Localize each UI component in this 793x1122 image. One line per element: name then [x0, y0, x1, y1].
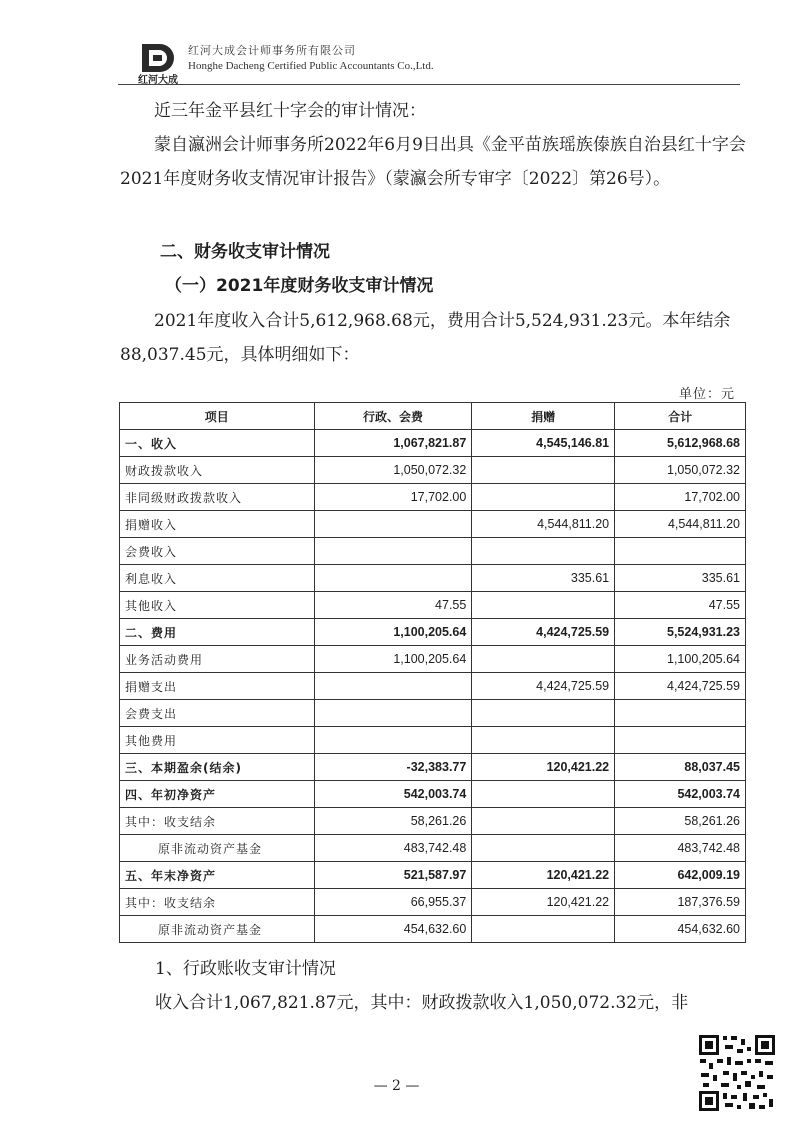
row-donation-value [472, 808, 615, 835]
table-row [120, 808, 746, 835]
row-total-value: 88,037.45 [615, 754, 746, 781]
row-admin-value: 483,742.48 [314, 835, 472, 862]
table-row [120, 484, 746, 511]
row-donation-value [472, 700, 615, 727]
row-donation-value [472, 538, 615, 565]
row-total-value: 17,702.00 [615, 484, 746, 511]
row-admin-value: 1,100,205.64 [314, 646, 472, 673]
row-label: 利息收入 [120, 565, 315, 592]
admin-account-heading: 1、行政账收支审计情况 [155, 959, 336, 979]
row-admin-value [314, 538, 472, 565]
row-donation-value [472, 727, 615, 754]
row-admin-value: -32,383.77 [314, 754, 472, 781]
header-item: 项目 [120, 403, 315, 430]
row-admin-value: 1,050,072.32 [314, 457, 472, 484]
unit-label: 单位：元 [678, 387, 735, 402]
section-heading: 二、财务收支审计情况 [160, 242, 330, 262]
row-donation-value: 4,424,725.59 [472, 619, 615, 646]
row-total-value [615, 727, 746, 754]
row-donation-value: 335.61 [472, 565, 615, 592]
table-row [120, 511, 746, 538]
row-total-value [615, 538, 746, 565]
table-row [120, 727, 746, 754]
row-label: 捐赠收入 [120, 511, 315, 538]
row-donation-value: 120,421.22 [472, 754, 615, 781]
row-donation-value: 4,545,146.81 [472, 430, 615, 457]
row-label: 其他费用 [120, 727, 315, 754]
row-label: 业务活动费用 [120, 646, 315, 673]
letterhead [136, 38, 776, 88]
table-row [120, 538, 746, 565]
intro-line: 近三年金平县红十字会的审计情况： [154, 101, 426, 121]
table-header-row [120, 403, 746, 430]
row-admin-value [314, 565, 472, 592]
row-total-value: 4,424,725.59 [615, 673, 746, 700]
row-donation-value: 120,421.22 [472, 862, 615, 889]
row-admin-value [314, 727, 472, 754]
row-admin-value: 1,067,821.87 [314, 430, 472, 457]
table-row [120, 592, 746, 619]
row-label: 其他收入 [120, 592, 315, 619]
admin-account-paragraph: 收入合计1,067,821.87元，其中：财政拨款收入1,050,072.32元，非 [155, 993, 689, 1013]
row-label: 财政拨款收入 [120, 457, 315, 484]
row-donation-value [472, 781, 615, 808]
header-rule [118, 84, 740, 85]
row-total-value: 4,544,811.20 [615, 511, 746, 538]
table-row [120, 781, 746, 808]
page-number: — 2 — [373, 1078, 420, 1094]
qr-code-icon [697, 1033, 777, 1113]
logo-text: 红河大成 [138, 75, 178, 86]
table-row [120, 457, 746, 484]
row-label: 二、费用 [120, 619, 315, 646]
row-admin-value: 454,632.60 [314, 916, 472, 943]
row-total-value: 58,261.26 [615, 808, 746, 835]
row-admin-value: 1,100,205.64 [314, 619, 472, 646]
firm-name-en: Honghe Dacheng Certified Public Accountants Co.,Ltd. [188, 60, 434, 72]
row-total-value: 642,009.19 [615, 862, 746, 889]
row-total-value: 335.61 [615, 565, 746, 592]
table-row [120, 700, 746, 727]
table-row [120, 754, 746, 781]
table-row [120, 673, 746, 700]
audit-report-paragraph: 蒙自瀛洲会计师事务所2022年6月9日出具《金平苗族瑶族傣族自治县红十字会2021年度财务收支情况审计报告》（蒙瀛会所专审字〔2022〕第26号）。 [120, 135, 746, 189]
summary-paragraph: 2021年度收入合计5,612,968.68元，费用合计5,524,931.23元。本年结余88,037.45元，具体明细如下： [120, 311, 731, 365]
row-label: 四、年初净资产 [120, 781, 315, 808]
table-row [120, 430, 746, 457]
header-total: 合计 [615, 403, 746, 430]
row-label: 五、年末净资产 [120, 862, 315, 889]
row-admin-value: 66,955.37 [314, 889, 472, 916]
row-donation-value [472, 916, 615, 943]
header-donation: 捐赠 [472, 403, 615, 430]
row-total-value: 1,100,205.64 [615, 646, 746, 673]
row-total-value: 47.55 [615, 592, 746, 619]
row-label: 一、收入 [120, 430, 315, 457]
row-label: 原非流动资产基金 [120, 835, 315, 862]
firm-name-cn: 红河大成会计师事务所有限公司 [188, 44, 356, 57]
row-label: 原非流动资产基金 [120, 916, 315, 943]
row-admin-value: 17,702.00 [314, 484, 472, 511]
row-label: 其中：收支结余 [120, 808, 315, 835]
row-donation-value [472, 646, 615, 673]
table-row [120, 835, 746, 862]
row-total-value [615, 700, 746, 727]
header-admin: 行政、会费 [314, 403, 472, 430]
row-label: 非同级财政拨款收入 [120, 484, 315, 511]
row-donation-value [472, 457, 615, 484]
table-row [120, 565, 746, 592]
row-label: 三、本期盈余(结余) [120, 754, 315, 781]
row-admin-value: 521,587.97 [314, 862, 472, 889]
row-admin-value: 58,261.26 [314, 808, 472, 835]
row-total-value: 187,376.59 [615, 889, 746, 916]
table-row [120, 619, 746, 646]
row-total-value: 542,003.74 [615, 781, 746, 808]
subsection-heading: （一）2021年度财务收支审计情况 [165, 276, 434, 296]
row-label: 捐赠支出 [120, 673, 315, 700]
row-label: 会费收入 [120, 538, 315, 565]
table-row [120, 646, 746, 673]
table-row [120, 889, 746, 916]
row-total-value: 5,524,931.23 [615, 619, 746, 646]
row-donation-value: 120,421.22 [472, 889, 615, 916]
row-donation-value [472, 835, 615, 862]
table-row [120, 862, 746, 889]
row-total-value: 5,612,968.68 [615, 430, 746, 457]
row-admin-value [314, 673, 472, 700]
row-total-value: 483,742.48 [615, 835, 746, 862]
financial-table [119, 402, 746, 943]
table-row [120, 916, 746, 943]
row-admin-value [314, 700, 472, 727]
row-total-value: 1,050,072.32 [615, 457, 746, 484]
row-label: 会费支出 [120, 700, 315, 727]
row-donation-value: 4,544,811.20 [472, 511, 615, 538]
row-donation-value [472, 592, 615, 619]
row-donation-value [472, 484, 615, 511]
row-label: 其中：收支结余 [120, 889, 315, 916]
row-admin-value: 542,003.74 [314, 781, 472, 808]
row-admin-value: 47.55 [314, 592, 472, 619]
row-total-value: 454,632.60 [615, 916, 746, 943]
row-admin-value [314, 511, 472, 538]
row-donation-value: 4,424,725.59 [472, 673, 615, 700]
